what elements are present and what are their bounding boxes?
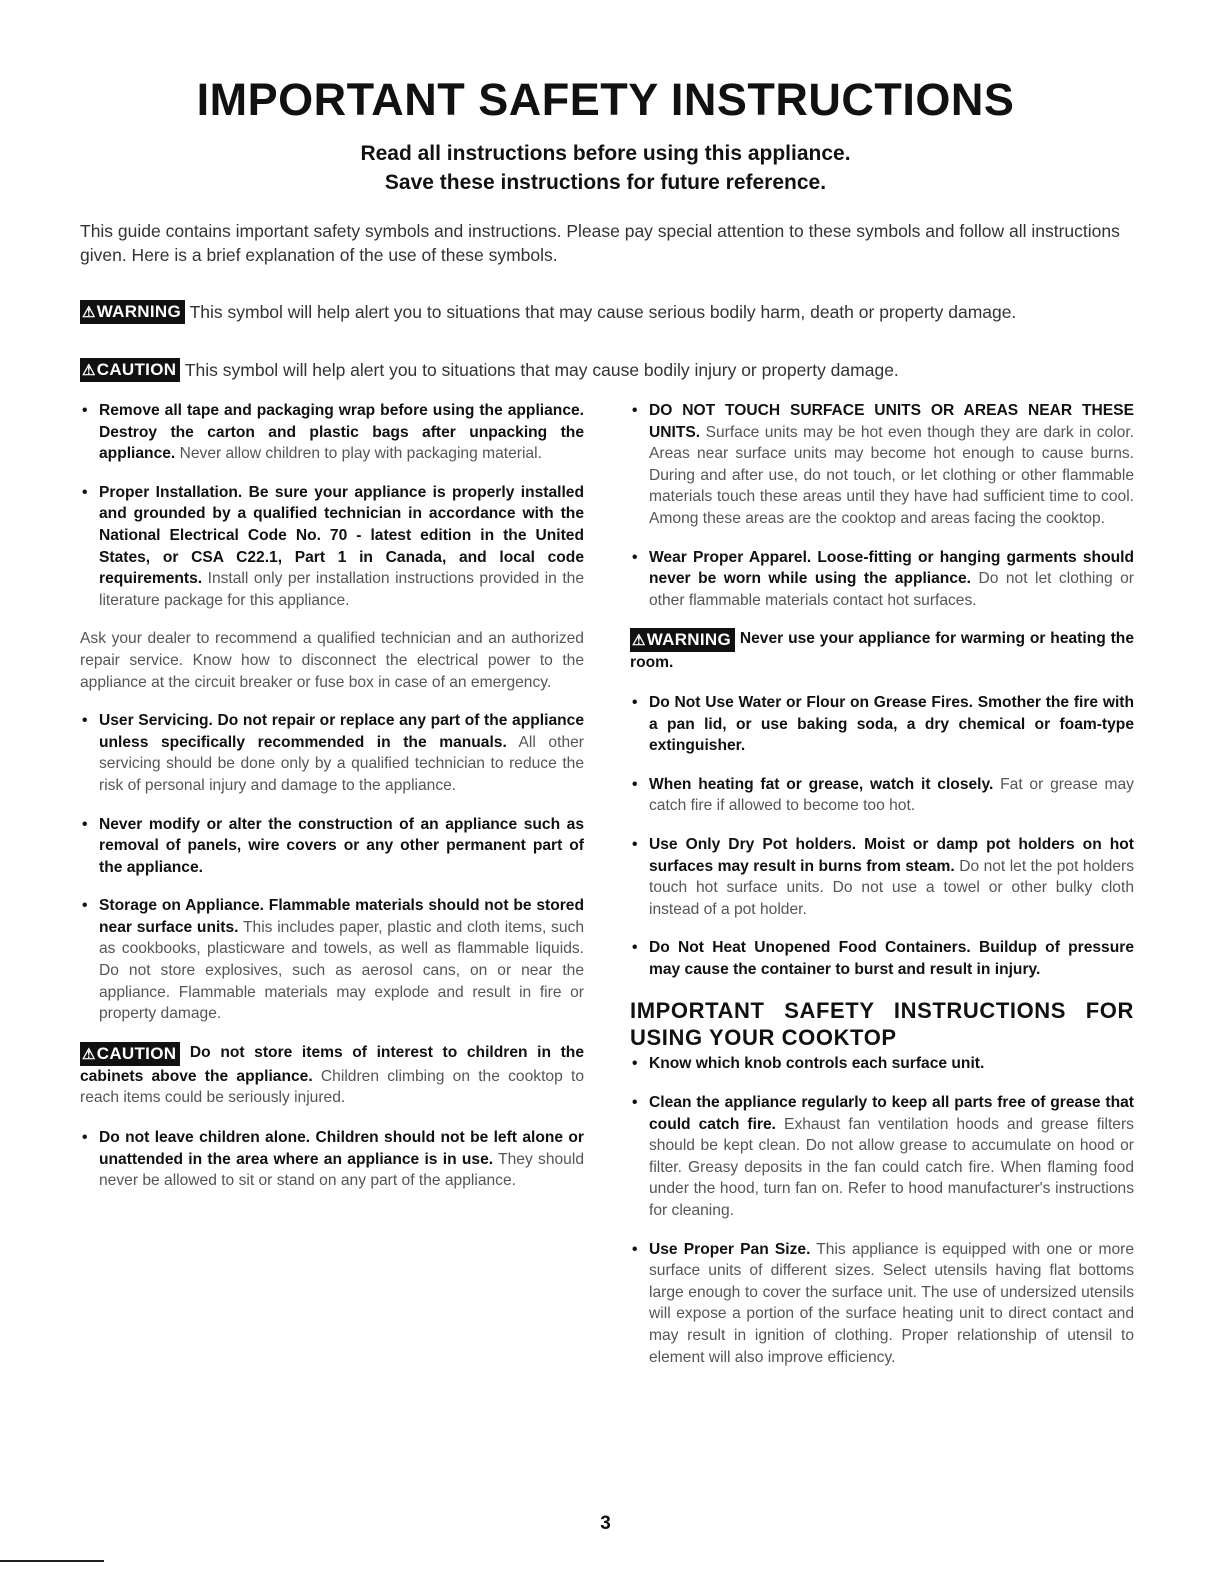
list-item: • Proper Installation. Be sure your appliance is properly installed and grounded by a qualified technician in accordance with the National Electrical Code No. 70 - latest edition in the United States, or CSA C22.1, Part 1 in Canada, and local code requirements. Install only per installation instructions provided in the literature package for this appliance. xyxy=(82,483,584,609)
list-item: • User Servicing. Do not repair or replace any part of the appliance unless specifically recommended in the manuals. All other servicing should be done only by a qualified technician to reduce the risk of personal injury and damage to the appliance. xyxy=(82,712,584,794)
warning-triangle-icon: ⚠ xyxy=(632,632,646,650)
page-number: 3 xyxy=(600,1513,611,1534)
subtitle-save: Save these instructions for future reference. xyxy=(384,171,827,194)
caution-symbol-text: This symbol will help alert you to situations that may cause bodily injury or property damage. xyxy=(184,360,899,380)
caution-paragraph: ⚠CAUTION Do not store items of interest to children in the cabinets above the appliance. Children climbing on the cooktop to reach items could be seriously injured. xyxy=(80,1043,584,1107)
paragraph: Ask your dealer to recommend a qualified technician and an authorized repair service. Know how to disconnect the electrical power to the appliance at the circuit breaker or fuse box in case of an emergency. xyxy=(80,630,584,691)
list-item: • Never modify or alter the construction of an appliance such as removal of panels, wire covers or any other permanent part of the appliance. xyxy=(82,815,584,876)
subtitle-read: Read all instructions before using this appliance. xyxy=(360,142,851,165)
list-item: • Do Not Use Water or Flour on Grease Fires. Smother the fire with a pan lid, or use baking soda, a dry chemical or foam-type extinguisher. xyxy=(632,693,1134,755)
caution-triangle-icon: ⚠ xyxy=(82,362,96,379)
caution-triangle-icon: ⚠ xyxy=(82,1045,96,1063)
section-heading: IMPORTANT SAFETY INSTRUCTIONS FOR USING YOUR COOKTOP xyxy=(630,998,1134,1051)
list-item: • Wear Proper Apparel. Loose-fitting or hanging garments should never be worn while using the appliance. Do not let clothing or other flammable materials contact hot surfaces. xyxy=(632,548,1134,609)
warning-symbol-line xyxy=(80,300,1142,324)
list-item: • Use Only Dry Pot holders. Moist or damp pot holders on hot surfaces may result in burns from steam. Do not let the pot holders touch hot surface units. Do not use a towel or other bulky cloth instead of a pot holder. xyxy=(632,835,1134,918)
intro-paragraph: This guide contains important safety symbols and instructions. Please pay special attention to these symbols and follow all instructions given. Here is a brief explanation of the use of these symbols. xyxy=(80,221,1120,265)
caution-badge: ⚠CAUTION xyxy=(80,358,180,382)
list-item: • Remove all tape and packaging wrap before using the appliance. Destroy the carton and plastic bags after unpacking the appliance. Never allow children to play with packaging material. xyxy=(82,402,584,463)
caution-badge: ⚠CAUTION xyxy=(80,1042,180,1066)
left-column xyxy=(80,400,584,1209)
warning-symbol-text: This symbol will help alert you to situations that may cause serious bodily harm, death or property damage. xyxy=(189,302,1017,322)
list-item: • Do not leave children alone. Children should not be left alone or unattended in the area where an appliance is in use. They should never be allowed to sit or stand on any part of the appliance. xyxy=(82,1129,584,1190)
warning-paragraph: ⚠WARNING Never use your appliance for warming or heating the room. xyxy=(630,630,1134,672)
list-item: • Use Proper Pan Size. This appliance is equipped with one or more surface units of different sizes. Select utensils having flat bottoms large enough to cover the surface unit. The use of undersized utensils will expose a portion of the surface heating unit to direct contact and may result in ignition of clothing. Proper relationship of utensil to element will also improve efficiency. xyxy=(632,1240,1134,1366)
list-item: • Clean the appliance regularly to keep all parts free of grease that could catch fire. Exhaust fan ventilation hoods and grease filters should be kept clean. Do not allow grease to accumulate on hood or filter. Greasy deposits in the fan could catch fire. When flaming food under the hood, turn fan on. Refer to hood manufacturer's instructions for cleaning. xyxy=(632,1094,1134,1220)
caution-symbol-line xyxy=(80,358,1142,382)
warning-triangle-icon: ⚠ xyxy=(82,304,96,321)
warning-badge: ⚠WARNING xyxy=(80,300,185,324)
footer-rule xyxy=(0,1560,104,1562)
warning-badge: ⚠WARNING xyxy=(630,628,735,652)
list-item: • Storage on Appliance. Flammable materials should not be stored near surface units. This includes paper, plastic and cloth items, such as cookbooks, plasticware and towels, as well as flammable liquids. Do not store explosives, such as aerosol cans, on or near the appliance. Flammable materials may explode and result in fire or property damage. xyxy=(82,897,584,1023)
list-item: • Do Not Heat Unopened Food Containers. Buildup of pressure may cause the container to burst and result in injury. xyxy=(632,939,1134,978)
page-title: IMPORTANT SAFETY INSTRUCTIONS xyxy=(196,74,1015,125)
right-column xyxy=(630,400,1134,1385)
list-item: • Know which knob controls each surface unit. xyxy=(632,1055,985,1073)
list-item: • When heating fat or grease, watch it closely. Fat or grease may catch fire if allowed to become too hot. xyxy=(632,775,1134,815)
list-item: • DO NOT TOUCH SURFACE UNITS OR AREAS NEAR THESE UNITS. Surface units may be hot even though they are dark in color. Areas near surface units may become hot enough to cause burns. During and after use, do not touch, or let clothing or other flammable materials touch these areas until they have had sufficient time to cool. Among these areas are the cooktop and areas facing the cooktop. xyxy=(632,402,1134,527)
